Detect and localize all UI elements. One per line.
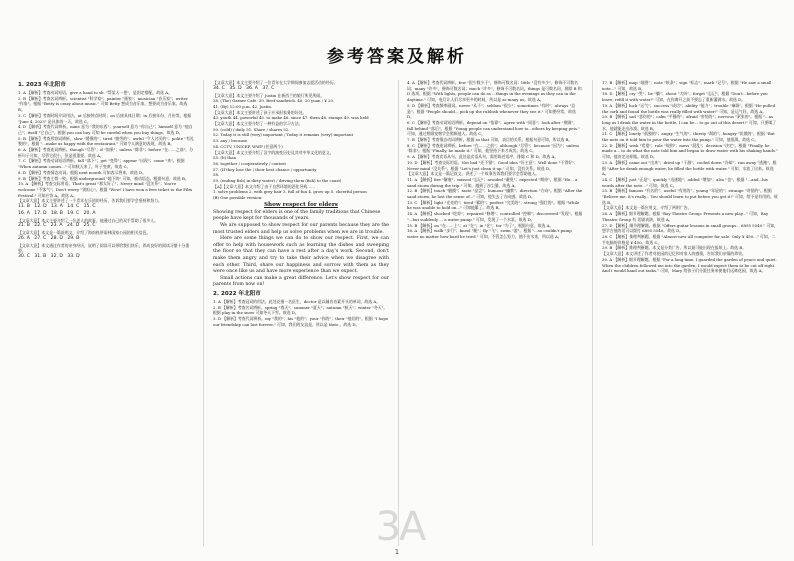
answer-explanation: 10. D 【解析】考查交际用语。Not bad "还不错"；Good idea "好主意"；Well done "干得好"；Never mind "没关系"。根据 "Let's just clean it up." 可知，没有关系。故选 D。 bbox=[407, 159, 578, 171]
answer-explanation: 【文章大意】本文主要讲述了一个青年在乐团的经历，告诉我们要学会坚持和努力。 bbox=[18, 198, 162, 204]
answer-explanation: 【文章大意】本文通过作者的亲身经历，说明了阅读可以带给我们快乐，养成良好的阅读习惯十分重要。 bbox=[18, 242, 190, 254]
answer-explanation: 4. D 【解析】考查代词辨析。mine 意为 "我的东西"；yourself 意为 "你自己"；himself 意为 "他自己"；itself "它自己"。根据 you can buy 可知 be careful when you buy things，故选 D。 bbox=[18, 124, 193, 135]
answer-row: 30. C 31. B 32. D 33. D bbox=[18, 254, 80, 260]
answer-explanation: 1. A 【解析】考查动词短语。give a hand to sb. "帮某人一把"，是固定搭配。故选 A。 bbox=[18, 90, 172, 95]
answer-row: 21. B 22. C 23. A 24. D 25. C bbox=[18, 223, 96, 229]
column-divider bbox=[203, 80, 204, 546]
answer-explanation: 5. B 【解析】考查形容词辨析。slow "缓慢的"；tired "疲劳的"；awful "令人讨厌的"；polite "有礼貌的"。根据 "...make us happy with the restaurant." 可知令人满意的表现，故选 B。 bbox=[18, 135, 194, 147]
answer-explanation: 14. A 【解析】shocked "吃惊"；repaired "修理"；controlled "控制"；discovered "发现"。根据 "...but suddenly ... a water pump." 可知，发现了一个水泵，故选 D。 bbox=[407, 211, 583, 222]
answer-explanation: 54. CCTV, UNICEF, WWF (任意两个) bbox=[213, 143, 283, 149]
answer-explanation: 19. A 【解析】luck "运气"；success "成功"；ability "能力"；trouble "麻烦"。根据 "He pulled the cork and found the bottle was really filled with water!" 可知，是运气好。故选 A。 bbox=[602, 102, 776, 114]
answer-row: 34. C 35. D 36. A 37. C bbox=[213, 85, 275, 91]
answer-explanation: 22. D 【解析】wish "希望"；rule "规则"；mess "混乱"；decision "决定"。根据 "Finally, he made a... to do what the note told him and began to draw water with his shaking hands." 可知，他决定这样做。故选 D。 bbox=[602, 142, 778, 160]
column-divider bbox=[398, 80, 399, 546]
answer-explanation: 50. (cold) / daily 51. Share / shares 52. bbox=[213, 126, 290, 132]
answer-explanation: 9. A 【解析】考查宾语从句。此处是宾语从句，需用陈述语序，排除 C 和 D。故选 A。 bbox=[407, 154, 559, 160]
answer-explanation: 4. A 【解析】考查代词辨析。few "很少数少于"，修饰可数名词；little "没有多少"，修饰不可数名词；many "许多"，修饰可数名词；much "许多"，修饰不可数名词。things 是可数名词，排除 B 和 D 选项。根据 "With lights, people can do as ...things in the evenings as they can in the daytime." 可知，电灯让人们尽享更多的时间，所以是 as many as。故选 A。 bbox=[407, 80, 582, 103]
answer-row: 11. B 12. D 13. A 14. C 15. C bbox=[18, 204, 96, 210]
essay-intro: Showing respect for elders is one of the family traditions that Chinese people have kept for thousands of years. bbox=[213, 209, 381, 222]
section-heading: 2. 2022 年北阳市 bbox=[213, 290, 261, 297]
answer-explanation: 26. A 【解析】细节理解题。根据 "Bay Theatre Group: Presents a new play..." 可知，Bay Theatre Group 有 话剧表演，故选 A。 bbox=[602, 211, 769, 222]
answer-explanation: 38. (The) Garner Cafe. 39. Beef sandwich. 40. 20 yuan / ¥ 20. bbox=[213, 98, 335, 104]
answer-explanation: 58. bbox=[213, 172, 220, 178]
answer-explanation: 11. A 【解析】fire "解雇"；missed "忘记"；avoided "避免"；expected "期待"。根据 "He... a sand storm during the trip." 可知，遇到了沙尘暴，故选 A。 bbox=[407, 176, 578, 188]
answer-explanation: 8. D 【解析】考查情态动词。根据 next month 可知表示将来，故选 D。 bbox=[18, 169, 147, 175]
answer-explanation: 2. B 【解析】考查名词辨析。spring "春天"；summer "夏天"；autumn "秋天"；winter "冬天"。根据 play in the snow 可知冬天下雪。故选 D。 bbox=[213, 304, 388, 316]
answer-explanation: 7. C 【解析】考查动词短语辨析。fall "落下"；get "变得"；appear "出现"；come "来"。根据 "When autumn comes..." 可知秋天来了，叶子变黄。故选 C。 bbox=[18, 158, 185, 170]
answer-explanation: 【文章大意】本文主要介绍了 Justin 在新西兰的旅行所见所闻。 bbox=[213, 92, 325, 98]
answer-explanation: 57. (If they lose the / their best chance / opportunity bbox=[213, 166, 317, 172]
answer-explanation: 43. youth 44. powerful 45. to make 46. since 47. them 48. stamps 49. was held bbox=[213, 115, 369, 121]
answer-explanation: 2. B 【解析】考查名词辨析。scientist "科学家"；painter "画家"；musician "音乐家"；writer "作家"。根据 "Betty is crazy about music." 可知 Betty 想成为音乐家，想要成为音乐家。故选 B。 bbox=[18, 95, 188, 113]
essay-paragraph: We are supposed to show respect for our parents because they are the most trusted elders and help us solve problems when we are in trouble. bbox=[213, 223, 389, 235]
answer-explanation: (B) One possible version: bbox=[213, 195, 263, 201]
watermark-logo: 3A bbox=[375, 504, 425, 550]
page-title: 参考答案及解析 bbox=[327, 47, 467, 67]
answer-column-3 bbox=[407, 80, 583, 546]
answer-explanation: 53. any / because bbox=[213, 138, 248, 144]
answer-explanation: 9. B 【解析】考查主谓一致。根据 underground "地下的" 可知，被动语态。根据句意，故选 B。 bbox=[18, 175, 189, 181]
answer-explanation: 【文章大意】本文主要介绍了汉字的演变历史及其对中华文化的意义。 bbox=[213, 149, 334, 155]
answer-explanation: 1. solve problems 2. with grey hair 3. full of fun 4. grow up 5. cheerful person bbox=[213, 189, 367, 195]
answer-explanation: 27. D 【解析】细节理解题。根据 "Offers guitar lessons in small groups... 6895 5540." 可知，想学吉他的话可以拨打 6895 5540。故选 D。 bbox=[602, 222, 778, 234]
answer-explanation: 【文章大意】本文主要介绍了一位青年在大学期间参加志愿活动的经历。 bbox=[213, 80, 338, 85]
answer-explanation: 7. B 【解析】考查情态动词辨析。根据 so that 可知，表目的关系。根据句意可知，所以选 B。 bbox=[407, 137, 573, 143]
answer-explanation: 23. A 【解析】came out "出来"；dried up "干涸"；cooled down "冷却"；ran away "逃跑"。根据 "After he drank enough water, he filled the bottle with water." 可知，水流了出来。故选 A。 bbox=[602, 159, 777, 177]
answer-explanation: 21. C 【解析】lonely "孤独的"；angry "生气的"；thirsty "渴的"；hungry "饥饿的"。根据 "But the note on it told him to pour the water into the pump." 可知，他很渴。故选 C。 bbox=[602, 131, 775, 143]
answer-explanation: 29. B 【解析】推理判断题。本文是分类广告，所以最可能出现在报纸上。故选 B。 bbox=[602, 245, 747, 251]
answer-explanation: 15. B 【解析】on "在……上"；at "在"；in "在"；for "为了"。根据句意，故选 A。 bbox=[407, 222, 554, 228]
answer-explanation: 10. A 【解析】考查交际用语。That's great "那太好了"；Never mind "没关系"；You're welcome "不客气"；Don't worry "别担心"。根据 "Wow! I have won a free ticket to the Film Festival." 可知应答 A。故选 A。 bbox=[18, 181, 193, 198]
answer-explanation: 8. C 【解析】考查连词辨析。before "在……之前"；although "尽管"；because "因为"；unless "除非"。根据 "Finally, he made it." 可知，他坚持下来才成功。故选 C。 bbox=[407, 142, 579, 154]
answer-explanation: 【文章大意】本文主要介绍了一位老人的故事，他通过自己的双手帮助了很多人。 bbox=[18, 217, 159, 223]
answer-explanation: 6. A 【解析】考查连词辨析。though "尽管"；if "如果"；unless "除非"；before "在……之前"。分析句子可知，尽管它很小，但是很重要。故选 A。 bbox=[18, 147, 194, 158]
answer-column-4 bbox=[602, 80, 778, 546]
answer-explanation: 【文章大意】本文讲述了作者对花园的记忆和对家人的感情，告诉我们亲情的珍贵。 bbox=[602, 251, 746, 257]
answer-explanation: 【A】【文章大意】本文介绍了由于自然环境的恶化导致…… bbox=[213, 183, 316, 189]
answer-explanation: 3. C 【解析】考查时间介词用法。at 后接钟点时间；on 后接具体日期；in 后接年份、月份等。根据 "June 4, 2023" 是具体的一天，故选 C。 bbox=[18, 112, 192, 124]
answer-explanation: 6. C 【解析】考查动词短语辨析。depend on "依靠"；agree with "同意"；look after "照顾"；fall behind "落后"。根据 "Young people can understand how to...others by keeping pets." 可知，通过照顾宠物学会照顾他人。故选 C。 bbox=[407, 119, 581, 137]
answer-explanation: 5. D 【解析】考查频率副词。never "从不"；seldom "很少"；sometimes "有时"；always "总是"。根据 "People should... pick up the rubbish whenever they see it." 可知要经常，故选 D。 bbox=[407, 102, 576, 120]
essay-paragraph: Small actions can make a great difference. Let's show respect for our parents from now on! bbox=[213, 275, 389, 288]
column-divider bbox=[592, 80, 593, 546]
answer-explanation: 3. D 【解析】考查代词辨析。my "我的"；his "他的"；your "你的"；their "他们的"。根据 "I hope our friendship can last forever." 可知，我们的友谊是，所以是 their 。故选 D。 bbox=[213, 316, 389, 327]
answer-explanation: 55. (b) than bbox=[213, 155, 237, 161]
answer-explanation: 59. (ending fish) in dirty water) / driving them (fish) to the coast) bbox=[213, 178, 342, 184]
answer-row: 16. A 17. D 18. B 19. C 20. A bbox=[18, 210, 96, 216]
answer-explanation: 13. C 【解析】light "光亮的"；tired "累的"；perfect "完美的"；strong "强壮的"。根据 "While he was unable to hold on..." 可知他累了。故选 B。 bbox=[407, 199, 580, 211]
answer-explanation: 【文章大意】本文主要讲述了孩子应承担家务的好处。 bbox=[213, 109, 307, 115]
answer-explanation: 41. (By) 12:00 p.m. 42. Justin. bbox=[213, 103, 273, 109]
answer-column-1 bbox=[18, 80, 194, 546]
essay-title: Show respect for elders bbox=[264, 201, 338, 208]
answer-explanation: 【文章大意】本文是一篇应用文，介绍了两则广告。 bbox=[602, 205, 692, 211]
answer-explanation: 【文章大意】本文是一篇说明文，介绍了海南热带雨林国家公园的相关信息。 bbox=[18, 230, 151, 236]
essay-paragraph: Here are some things we can do to show our respect. First, we can offer to help with housework such as learning the dishes and sweeping the floor so that they can have a rest after a day's work. Second, don't make them angry and try to take their advice when we disagree with each other. Third, share our happiness and sorrow with them as they were once like us and have more experience than we expect. bbox=[213, 236, 389, 275]
page-number: 1 bbox=[394, 548, 400, 556]
answer-explanation: 30. A 【解析】细节理解题。根据 "For a long time, I guarded the garden of peace and quiet. When the children followed me into the garden, I would expect them to be cut off right. And I would hand out tasks." 可知，Mary 给孩子们分派任务来使他们远离花园，故选 A。 bbox=[602, 256, 777, 274]
answer-explanation: 【文章大意】本文是一篇记叙文，讲述了一个故事告诉我们要学会帮助他人。 bbox=[407, 171, 540, 177]
answer-explanation: 1. A 【解析】考查冠词的用法。此处泛指一名医生，doctor 是以辅音音素开头的单词，故选 A。 bbox=[213, 298, 381, 304]
answer-row: 26. A 27. C 28. D 29. B bbox=[18, 235, 80, 241]
answer-column-2 bbox=[213, 80, 389, 546]
answer-explanation: 18. D 【解析】cry "哭"；lie "躺"；shout "大叫"；forget "忘记"。根据 "Don't...before you leave, refill it with water!" 可知，在你离开之前不要忘了重新灌满水。故选 D。 bbox=[602, 91, 768, 103]
answer-explanation: 【文章大意】本文主要介绍了一种有益的学习方法。 bbox=[213, 121, 303, 127]
answer-explanation: 20. B 【解析】sad "悲伤的"；calm "平静的"；afraid "害怕的"；nervous "紧张的"。根据 "...as long as I drink the water in the bottle, I can be... to go out of this desert!" 可知，只要喝了水，他就能走出沙漠。故选 B。 bbox=[602, 114, 777, 131]
answer-explanation: 24. C 【解析】just "正是"；quickly "迅速地"；added "增加"；also "也"。根据 "...and...his words after the note..." 可知，故选 C。 bbox=[602, 176, 768, 188]
answer-explanation: 12. B 【解析】touch "触摸"；taste "品尝"；humour "幽默"；direction "方向"。根据 "After the sand storm, he lost the sense of..." 可知，他失去了方向感。故选 D。 bbox=[407, 188, 583, 200]
answer-explanation: 25. B 【解析】famous "有名的"；useful "有用的"；young "年轻的"；strange "奇怪的"。根据 "Believe me, it's really... You should learn to put before you get it!" 可知，给予是有用的。故选 B。 bbox=[602, 188, 778, 205]
answer-explanation: 52. Today it is still (very) important / Today it remains (very) important bbox=[213, 132, 354, 138]
answer-explanation: 17. B 【解析】map "地图"；note "纸条"；sign "标志"；mark "记号"。根据 "He saw a small note..." 可知，故选 B。 bbox=[602, 80, 772, 91]
answer-explanation: 56. together / cooperatively / contest bbox=[213, 160, 286, 166]
answer-explanation: 16. A 【解析】walk "步行"；kneel "跪"；fly "飞"；swim "游"。根据 "...so couldn't pump water no matter how hard he tried." 可知，不管怎么努力，抽不出水来，所以选 A。 bbox=[407, 228, 572, 239]
section-heading: 1. 2023 年北阳市 bbox=[18, 82, 66, 88]
answer-explanation: 28. C 【解析】推理判断题。根据 "Almost-new All computer for sale. Only ¥ 450..." 可知，二手电脑的价格是 ¥ 450。故选 C。 bbox=[602, 233, 776, 245]
